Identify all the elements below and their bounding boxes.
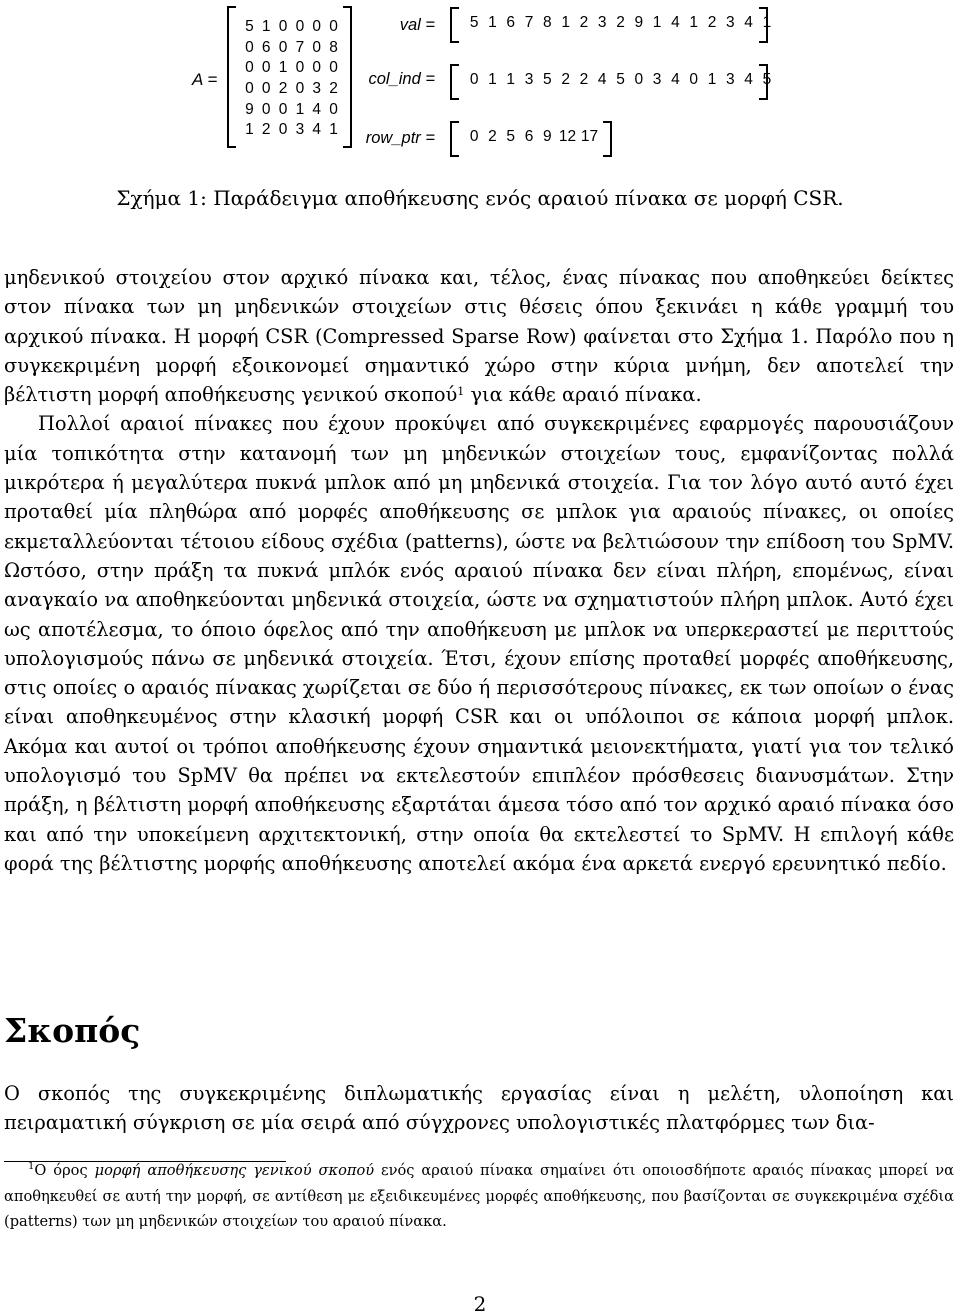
val-entry: 9 bbox=[634, 14, 644, 31]
col-ind-entry: 0 bbox=[469, 71, 479, 88]
val-vector bbox=[450, 7, 772, 43]
footnote-emphasis: μορφή αποθήκευσης γενικού σκοπού bbox=[94, 1162, 375, 1179]
val-entry: 4 bbox=[744, 14, 753, 31]
col-ind-entry: 1 bbox=[707, 71, 717, 88]
val-entry: 7 bbox=[524, 14, 534, 31]
matrix-cell: 0 bbox=[278, 18, 288, 36]
val-entry: 2 bbox=[579, 14, 589, 31]
col-ind-entry: 4 bbox=[597, 71, 607, 88]
matrix-row bbox=[241, 120, 342, 141]
matrix-cell: 0 bbox=[278, 121, 288, 139]
matrix-cell: 0 bbox=[278, 38, 288, 56]
matrix-label: A = bbox=[192, 70, 218, 89]
matrix-cell: 9 bbox=[245, 100, 254, 118]
matrix-cell: 2 bbox=[329, 80, 338, 98]
row-ptr-label: row_ptr = bbox=[365, 129, 435, 147]
row-ptr-entry: 2 bbox=[488, 128, 497, 145]
section-heading: Σκοπός bbox=[4, 1011, 141, 1050]
val-entry: 3 bbox=[725, 14, 735, 31]
col-ind-entry: 1 bbox=[506, 71, 516, 88]
val-entry: 1 bbox=[488, 14, 497, 31]
col-ind-entry: 1 bbox=[488, 71, 497, 88]
matrix-cell: 0 bbox=[329, 18, 338, 36]
val-label: val = bbox=[399, 16, 435, 34]
val-entry: 3 bbox=[597, 14, 607, 31]
val-entry: 1 bbox=[689, 14, 699, 31]
matrix-cell: 2 bbox=[261, 121, 271, 139]
matrix-cell: 0 bbox=[245, 38, 254, 56]
row-ptr-entry: 5 bbox=[506, 128, 516, 145]
val-entry: 4 bbox=[671, 14, 680, 31]
val-entry: 1 bbox=[561, 14, 570, 31]
col-ind-entry: 2 bbox=[561, 71, 570, 88]
val-entry: 1 bbox=[762, 14, 772, 31]
matrix-cell: 0 bbox=[329, 59, 338, 77]
row-ptr-values bbox=[465, 128, 600, 146]
val-entry: 5 bbox=[469, 14, 479, 31]
col-ind-entry: 2 bbox=[579, 71, 589, 88]
col-ind-entry: 0 bbox=[689, 71, 699, 88]
matrix-cell: 0 bbox=[295, 80, 305, 98]
col-ind-entry: 4 bbox=[744, 71, 753, 88]
matrix-cell: 0 bbox=[295, 18, 305, 36]
col-ind-values bbox=[465, 71, 776, 89]
body-text bbox=[4, 263, 954, 878]
col-ind-vector bbox=[450, 64, 772, 100]
figure-caption: Σχήμα 1: Παράδειγμα αποθήκευσης ενός αραιού πίνακα σε μορφή CSR. bbox=[116, 186, 844, 210]
matrix-row bbox=[241, 38, 342, 59]
col-ind-entry: 0 bbox=[634, 71, 644, 88]
row-ptr-vector bbox=[450, 121, 612, 157]
matrix-cell: 5 bbox=[245, 18, 254, 36]
right-bracket bbox=[603, 121, 612, 157]
footnote bbox=[4, 1158, 954, 1235]
matrix-cell: 1 bbox=[245, 121, 254, 139]
matrix-rows bbox=[241, 17, 342, 141]
matrix-row bbox=[241, 17, 342, 38]
col-ind-entry: 3 bbox=[725, 71, 735, 88]
matrix-row bbox=[241, 99, 342, 120]
left-bracket bbox=[227, 6, 236, 148]
footnote-ref: 1 bbox=[457, 385, 465, 399]
val-values bbox=[465, 14, 776, 32]
row-ptr-entry: 17 bbox=[580, 128, 599, 145]
matrix-cell: 0 bbox=[312, 18, 322, 36]
matrix-cell: 0 bbox=[312, 38, 322, 56]
matrix-cell: 0 bbox=[245, 80, 254, 98]
col-ind-entry: 5 bbox=[616, 71, 625, 88]
col-ind-label: col_ind = bbox=[368, 70, 435, 88]
paragraph-1-text: μηδενικού στοιχείου στον αρχικό πίνακα και, τέλος, ένας πίνακας που αποθηκεύει δείκτες στον πίνακα των μη μηδενικών στοιχείων στις θέσεις όπου ξεκινάει η κάθε γραμμή του αρχικού πίνακα. Η μορφή CSR (Compressed Sparse Row) φαίνεται στο Σχήμα 1. Παρόλο που η συγκεκριμένη μορφή εξοικονομεί σημαντικό χώρο στην κύρια μνήμη, δεν αποτελεί την βέλτιστη μορφή αποθήκευσης γενικού σκοπού bbox=[4, 266, 954, 407]
val-entry: 2 bbox=[707, 14, 717, 31]
section-paragraph-text: Ο σκοπός της συγκεκριμένης διπλωματικής εργασίας είναι η μελέτη, υλοποίηση και πειραματική σύγκριση σε μία σειρά από σύγχρονες υπολογιστικές πλατφόρμες των δια- bbox=[4, 1082, 954, 1135]
col-ind-entry: 5 bbox=[762, 71, 772, 88]
row-ptr-entry: 9 bbox=[543, 128, 552, 145]
matrix-cell: 0 bbox=[295, 59, 305, 77]
matrix-cell: 3 bbox=[295, 121, 305, 139]
left-bracket bbox=[450, 7, 459, 43]
matrix-cell: 0 bbox=[261, 100, 271, 118]
col-ind-entry: 5 bbox=[543, 71, 552, 88]
matrix-cell: 0 bbox=[261, 80, 271, 98]
footnote-rest: ενός αραιού πίνακα σημαίνει ότι οποιοσδήποτε αραιός πίνακας μπορεί να αποθηκευθεί σε αυτή την μορφή, σε αντίθεση με εξειδικευμένες μορφές αποθήκευσης, που βασίζονται σε συγκεκριμένα σχέδια (patterns) των μη μηδενικών στοιχείων του αραιού πίνακα. bbox=[4, 1162, 954, 1230]
matrix-cell: 1 bbox=[261, 18, 271, 36]
paragraph-1-tail: για κάθε αραιό πίνακα. bbox=[464, 383, 702, 407]
left-bracket bbox=[450, 121, 459, 157]
matrix-cell: 6 bbox=[261, 38, 271, 56]
left-bracket bbox=[450, 64, 459, 100]
matrix-row bbox=[241, 79, 342, 100]
paragraph-1 bbox=[4, 263, 954, 409]
section-paragraph bbox=[4, 1079, 954, 1138]
page-number: 2 bbox=[473, 1292, 487, 1316]
val-entry: 1 bbox=[652, 14, 662, 31]
row-ptr-entry: 0 bbox=[469, 128, 479, 145]
matrix-cell: 8 bbox=[329, 38, 338, 56]
matrix-cell: 1 bbox=[295, 100, 305, 118]
footnote-text bbox=[4, 1158, 954, 1235]
matrix-cell: 1 bbox=[329, 121, 338, 139]
matrix-cell: 4 bbox=[312, 121, 322, 139]
paragraph-2: Πολλοί αραιοί πίνακες που έχουν προκύψει από συγκεκριμένες εφαρμογές παρουσιάζουν μία τοπικότητα στην κατανομή των μη μηδενικών στοιχείων τους, εμφανίζοντας πολλά μικρότερα ή μεγαλύτερα πυκνά μπλοκ από μη μηδενικά στοιχεία. Για τον λόγο αυτό αυτό έχει προταθεί μία πληθώρα από μορφές αποθήκευσης σε μπλοκ για αραιούς πίνακες, οι οποίες εκμεταλλεύονται τέτοιου είδους σχέδια (patterns), ώστε να βελτιώσουν την επίδοση του SpMV. Ωστόσο, στην πράξη τα πυκνά μπλόκ ενός αραιού πίνακα δεν είναι πλήρη, επομένως, είναι αναγκαίο να αποθηκεύονται μηδενικά στοιχεία, ώστε να σχηματιστούν πλήρη μπλοκ. Αυτό έχει ως αποτέλεσμα, το όποιο όφελος από την αποθήκευση με μπλοκ να υπερκεραστεί με περιττούς υπολογισμούς πάνω σε μηδενικά στοιχεία. Έτσι, έχουν επίσης προταθεί μορφές αποθήκευσης, στις οποίες ο αραιός πίνακας χωρίζεται σε δύο ή περισσότερους πίνακες, εκ των οποίων ο ένας είναι αποθηκευμένος στην κλασική μορφή CSR και οι υπόλοιποι σε κάποια μορφή μπλοκ. Ακόμα και αυτοί οι τρόποι αποθήκευσης έχουν σημαντικά μειονεκτήματα, γιατί για τον τελικό υπολογισμό του SpMV θα πρέπει να εκτελεστούν επιπλέον πρόσθεσεις διανυσμάτων. Στην πράξη, η βέλτιστη μορφή αποθήκευσης εξαρτάται άμεσα τόσο από τον αρχικό αραιό πίνακα όσο και από την υποκείμενη αρχιτεκτονική, στην οποία θα εκτελεστεί το SpMV. Η επιλογή κάθε φορά της βέλτιστης μορφής αποθήκευσης αποτελεί ακόμα ένα αρκετά ενεργό ερευνητικό πεδίο. bbox=[4, 412, 954, 875]
row-ptr-entry: 12 bbox=[558, 128, 577, 145]
val-entry: 2 bbox=[616, 14, 625, 31]
col-ind-entry: 4 bbox=[671, 71, 680, 88]
matrix-cell: 0 bbox=[312, 59, 322, 77]
col-ind-entry: 3 bbox=[524, 71, 534, 88]
footnote-lead: Ο όρος bbox=[34, 1162, 95, 1179]
val-entry: 8 bbox=[543, 14, 552, 31]
matrix-cell: 0 bbox=[278, 100, 288, 118]
row-ptr-entry: 6 bbox=[524, 128, 534, 145]
matrix-a bbox=[227, 6, 352, 148]
matrix-cell: 1 bbox=[278, 59, 288, 77]
col-ind-entry: 3 bbox=[652, 71, 662, 88]
matrix-cell: 0 bbox=[261, 59, 271, 77]
val-entry: 6 bbox=[506, 14, 516, 31]
matrix-cell: 3 bbox=[312, 80, 322, 98]
footnote-mark: 1 bbox=[28, 1161, 35, 1172]
matrix-cell: 7 bbox=[295, 38, 305, 56]
matrix-cell: 0 bbox=[245, 59, 254, 77]
matrix-cell: 2 bbox=[278, 80, 288, 98]
matrix-row bbox=[241, 58, 342, 79]
matrix-cell: 0 bbox=[329, 100, 338, 118]
matrix-cell: 4 bbox=[312, 100, 322, 118]
